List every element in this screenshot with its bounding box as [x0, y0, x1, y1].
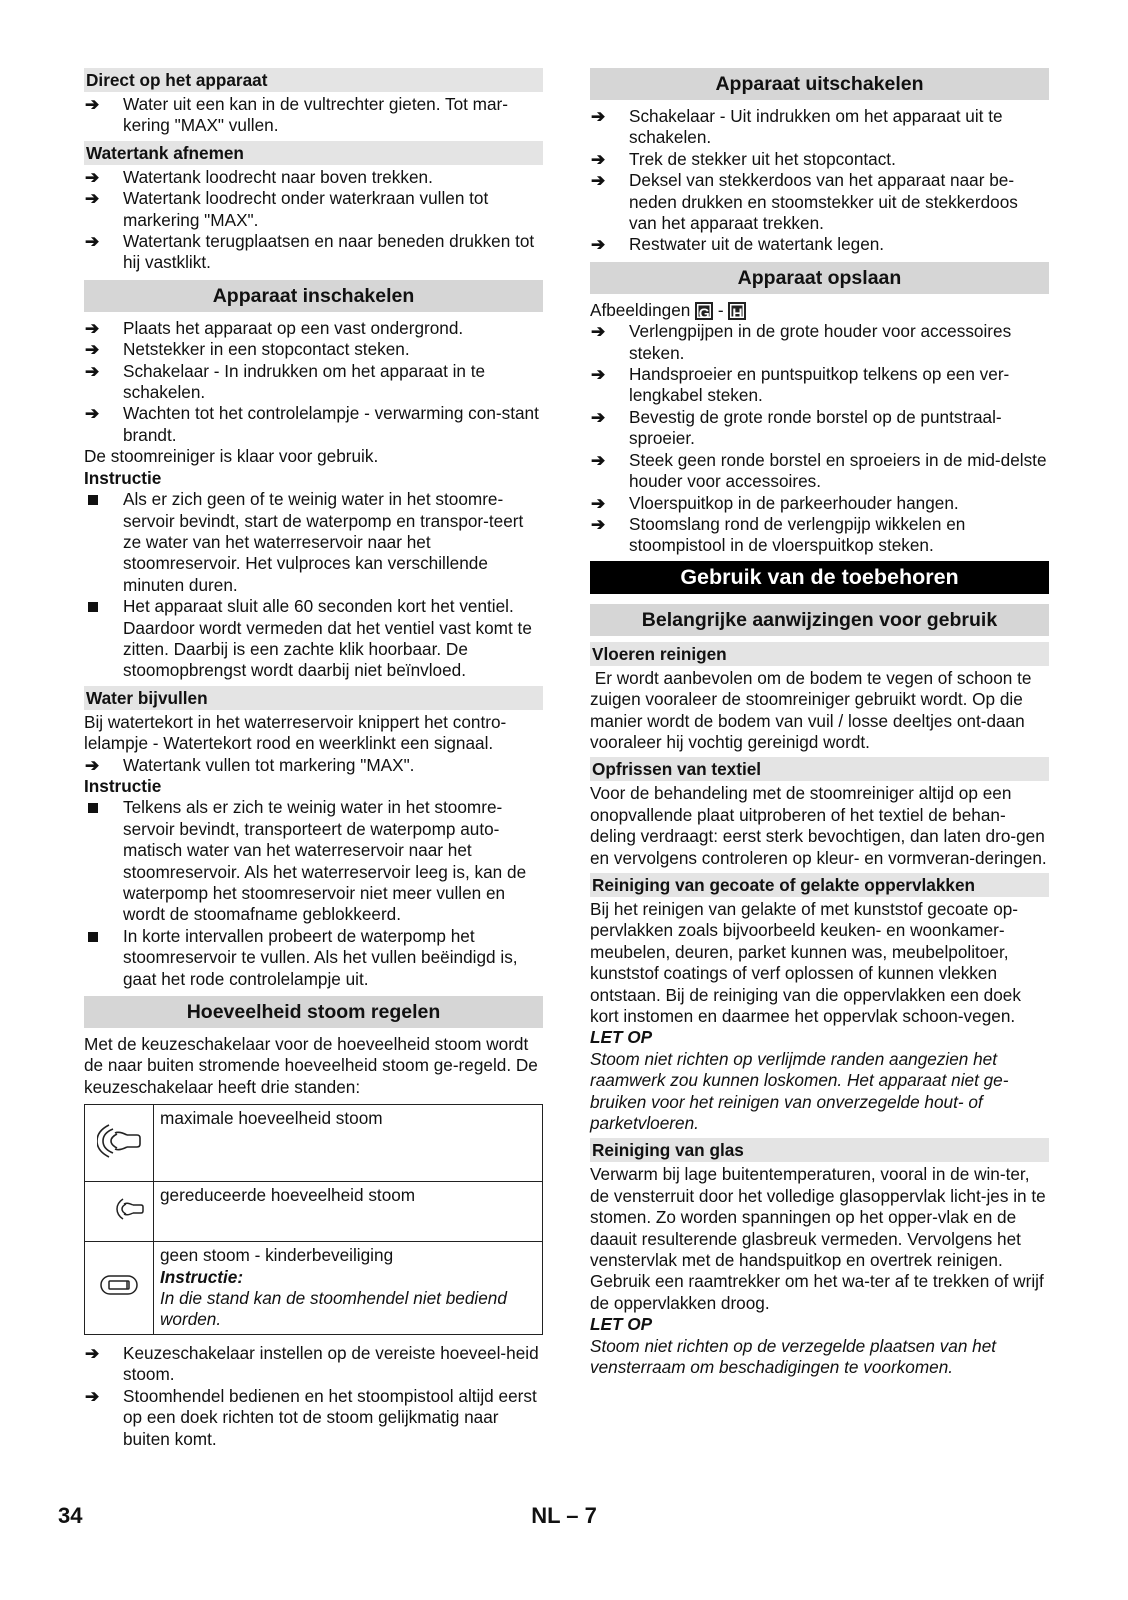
square-bullet-icon — [88, 602, 98, 612]
list-item: ➔ Watertank vullen tot markering "MAX". — [85, 754, 415, 775]
steam-max-icon — [97, 1121, 141, 1161]
steam-settings-table — [84, 1104, 543, 1335]
steam-max-label: maximale hoeveelheid stoom — [154, 1105, 543, 1182]
glas-text: Verwarm bij lage buitentemperaturen, vooral in de win-ter, de vensterruit door het volledige glasoppervlak licht-jes in te stomen. Zo worden spanningen op het opper-vlak en de daauit resulterende glasbreuk vermeden. Vervolgens het venstervlak met de handspuitkop en overtrek reinigen. Gebruik een raamtrekker om het wa-ter af te trekken of wrijf de oppervlakken droog. — [590, 1164, 1046, 1313]
figure-reference: Afbeeldingen G - H — [590, 300, 1049, 321]
steam-max-cell — [85, 1105, 154, 1182]
page-label: NL – 7 — [531, 1503, 597, 1528]
warning-label: LET OP — [590, 1027, 653, 1048]
list-item: ➔ Restwater uit de watertank legen. — [591, 234, 885, 255]
arrow-icon: ➔ — [591, 170, 606, 191]
steam-none-cell — [85, 1242, 154, 1335]
note-label: Instructie — [84, 775, 162, 796]
list-item: ➔ Vloerspuitkop in de parkeerhouder hangen. — [591, 492, 959, 513]
list-item: ➔ Watertank terugplaatsen en naar beneden drukken tot hij vastklikt. — [85, 231, 535, 273]
list-item: ➔ Watertank loodrecht onder waterkraan vullen tot markering "MAX". — [85, 188, 489, 230]
list-item: ➔ Steek geen ronde borstel en sproeiers in de mid-delste houder voor accessoires. — [591, 449, 1047, 492]
square-bullet-icon — [88, 495, 98, 505]
gecoate-text: Bij het reinigen van gelakte of met kunststof gecoate op-pervlakken zoals bijvoorbeeld keuken- en woonkamer-meubelen, deuren, parket kunnen was, meubelpolitoer, kunststof coatings of verf oplossen of kunnen vlekken ontstaan. Bij de reiniging van die oppervlakken een doek kort instomen en daarmee het oppervlak schoon-vegen. — [590, 898, 1021, 1026]
heading-uitschakelen: Apparaat uitschakelen — [590, 68, 1049, 100]
textiel-text: Voor de behandeling met de stoomreiniger altijd op een onopvallende plaat uitproberen of het textiel de behan-deling verdraagt: eerst sterk bevochtigen, dan laten dro-gen en vervolgens controleren op kleur- en vormveran-deringen. — [590, 783, 1047, 868]
heading-watertank: Watertank afnemen — [84, 141, 543, 165]
heading-direct: Direct op het apparaat — [84, 68, 543, 92]
list-item: ➔ Water uit een kan in de vultrechter gieten. Tot mar-kering "MAX" vullen. — [85, 94, 508, 136]
list-item: ➔ Keuzeschakelaar instellen op de vereiste hoeveel-heid stoom. — [85, 1342, 539, 1385]
arrow-icon: ➔ — [591, 321, 606, 342]
steam-none-note: In die stand kan de stoomhendel niet bediend worden. — [160, 1288, 507, 1330]
square-bullet-icon — [88, 803, 98, 813]
left-column — [84, 68, 543, 1450]
list-item: Als er zich geen of te weinig water in het stoomre-servoir bevindt, start de waterpomp en transpor-teert ze water van het waterreservoir naar het stoomreservoir. Het vulproces kan verschillende minuten duren. — [84, 489, 543, 596]
steam-reduced-cell — [85, 1182, 154, 1242]
arrow-icon: ➔ — [591, 406, 606, 427]
list-item: ➔ Watertank loodrecht naar boven trekken. — [85, 166, 433, 187]
steam-reduced-label: gereduceerde hoeveelheid stoom — [154, 1182, 543, 1242]
heading-bijvullen: Water bijvullen — [84, 686, 543, 710]
list-item: ➔ Trek de stekker uit het stopcontact. — [591, 148, 896, 169]
heading-stoom: Hoeveelheid stoom regelen — [84, 996, 543, 1028]
heading-inschakelen: Apparaat inschakelen — [84, 280, 543, 312]
list-item: In korte intervallen probeert de waterpomp het stoomreservoir te vullen. Als het vullen beëindigd is, gaat het rode controlelampje uit. — [84, 926, 543, 990]
arrow-icon: ➔ — [85, 231, 100, 252]
note-label: Instructie — [84, 467, 162, 488]
list-item: Telkens als er zich te weinig water in het stoomre-servoir bevindt, transporteert de waterpomp auto-matisch water van het waterreservoir naar het stoomreservoir. Als het waterreservoir leeg is, kan de waterpomp het stoomreservoir niet meer vullen en wordt de stoomafname geblokkeerd. — [84, 797, 543, 925]
heading-textiel: Opfrissen van textiel — [590, 757, 1049, 781]
vloeren-text: Er wordt aanbevolen om de bodem te vegen of schoon te zuigen vooraleer de stoomreiniger gebruikt wordt. Op die manier wordt de bodem van vuil / losse deeltjes ont-daan vooraleer hij vochtig gereinigd wordt. — [590, 667, 1037, 752]
steam-none-label: geen stoom - kinderbeveiliging — [160, 1245, 394, 1266]
warning-label: LET OP — [590, 1314, 653, 1335]
heading-opslaan: Apparaat opslaan — [590, 262, 1049, 294]
ready-text: De stoomreiniger is klaar voor gebruik. — [84, 446, 379, 467]
arrow-icon: ➔ — [591, 234, 606, 255]
list-item: ➔ Wachten tot het controlelampje - verwarming con-stant brandt. — [85, 403, 539, 445]
warning-text: Stoom niet richten op verlijmde randen aangezien het raamwerk zou kunnen loskomen. Het apparaat niet ge-bruiken voor het reinigen van onverzegelde hout- of parketvloeren. — [590, 1048, 1009, 1134]
arrow-icon: ➔ — [85, 754, 100, 775]
page-number: 34 — [58, 1503, 83, 1528]
bijvullen-text: Bij watertekort in het waterreservoir knippert het contro-lelampje - Watertekort rood en weerklinkt een signaal. — [84, 711, 507, 754]
arrow-icon: ➔ — [591, 364, 606, 385]
heading-toebehoren: Gebruik van de toebehoren — [590, 561, 1049, 594]
list-item: ➔ Verlengpijpen in de grote houder voor accessoires steken. — [591, 321, 1012, 363]
arrow-icon: ➔ — [85, 339, 100, 360]
list-item: ➔ Deksel van stekkerdoos van het apparaat naar be-neden drukken en stoomstekker uit de stekkerdoos van het apparaat trekken. — [591, 170, 1018, 234]
list-item: ➔ Netstekker in een stopcontact steken. — [85, 339, 410, 360]
arrow-icon: ➔ — [85, 403, 100, 424]
arrow-icon: ➔ — [591, 106, 606, 126]
arrow-icon: ➔ — [591, 148, 606, 169]
list-item: Het apparaat sluit alle 60 seconden kort het ventiel. Daardoor wordt vermeden dat het ventiel vast komt te zitten. Daarbij is een zachte klik hoorbaar. De stoomopbrengst wordt daarbij niet beïnvloed. — [84, 596, 543, 682]
list-item: ➔ Schakelaar - In indrukken om het apparaat in te schakelen. — [85, 360, 486, 403]
arrow-icon: ➔ — [85, 188, 100, 209]
list-item: ➔ Stoomhendel bedienen en het stoompistool altijd eerst op een doek richten tot de stoom gelijkmatig naar buiten komt. — [85, 1385, 537, 1449]
warning-text: Stoom niet richten op de verzegelde plaatsen van het vensterraam om beschadigingen te voorkomen. — [590, 1335, 997, 1378]
square-bullet-icon — [88, 932, 98, 942]
steam-off-icon — [99, 1273, 139, 1297]
figure-g-icon: G — [695, 302, 713, 320]
list-item: ➔ Bevestig de grote ronde borstel op de puntstraal-sproeier. — [591, 406, 1002, 449]
arrow-icon: ➔ — [591, 513, 606, 534]
arrow-icon: ➔ — [85, 1385, 100, 1406]
figure-h-icon: H — [728, 302, 746, 320]
right-column — [590, 68, 1049, 1379]
steam-reduced-icon — [115, 1195, 145, 1223]
arrow-icon: ➔ — [85, 166, 100, 187]
arrow-icon: ➔ — [591, 449, 606, 470]
heading-vloeren: Vloeren reinigen — [590, 642, 1049, 666]
list-item: ➔ Handsproeier en puntspuitkop telkens op een ver-lengkabel steken. — [591, 364, 1010, 406]
arrow-icon: ➔ — [591, 492, 606, 513]
steam-none-cell-text — [154, 1242, 543, 1335]
arrow-icon: ➔ — [85, 360, 100, 381]
arrow-icon: ➔ — [85, 94, 100, 114]
list-item: ➔ Plaats het apparaat op een vast ondergrond. — [85, 317, 464, 338]
heading-gecoate: Reiniging van gecoate of gelakte oppervlakken — [590, 873, 1049, 897]
steam-none-note-label: Instructie: — [160, 1266, 244, 1287]
stoom-text: Met de keuzeschakelaar voor de hoeveelheid stoom wordt de naar buiten stromende hoeveelheid stoom ge-regeld. De keuzeschakelaar heeft drie standen: — [84, 1034, 538, 1097]
heading-glas: Reiniging van glas — [590, 1138, 1049, 1162]
list-item: ➔ Schakelaar - Uit indrukken om het apparaat uit te schakelen. — [591, 106, 1003, 148]
arrow-icon: ➔ — [85, 1342, 100, 1363]
list-item: ➔ Stoomslang rond de verlengpijp wikkelen en stoompistool in de vloerspuitkop steken. — [591, 513, 966, 556]
heading-aanwijzingen: Belangrijke aanwijzingen voor gebruik — [590, 604, 1049, 636]
arrow-icon: ➔ — [85, 317, 100, 338]
